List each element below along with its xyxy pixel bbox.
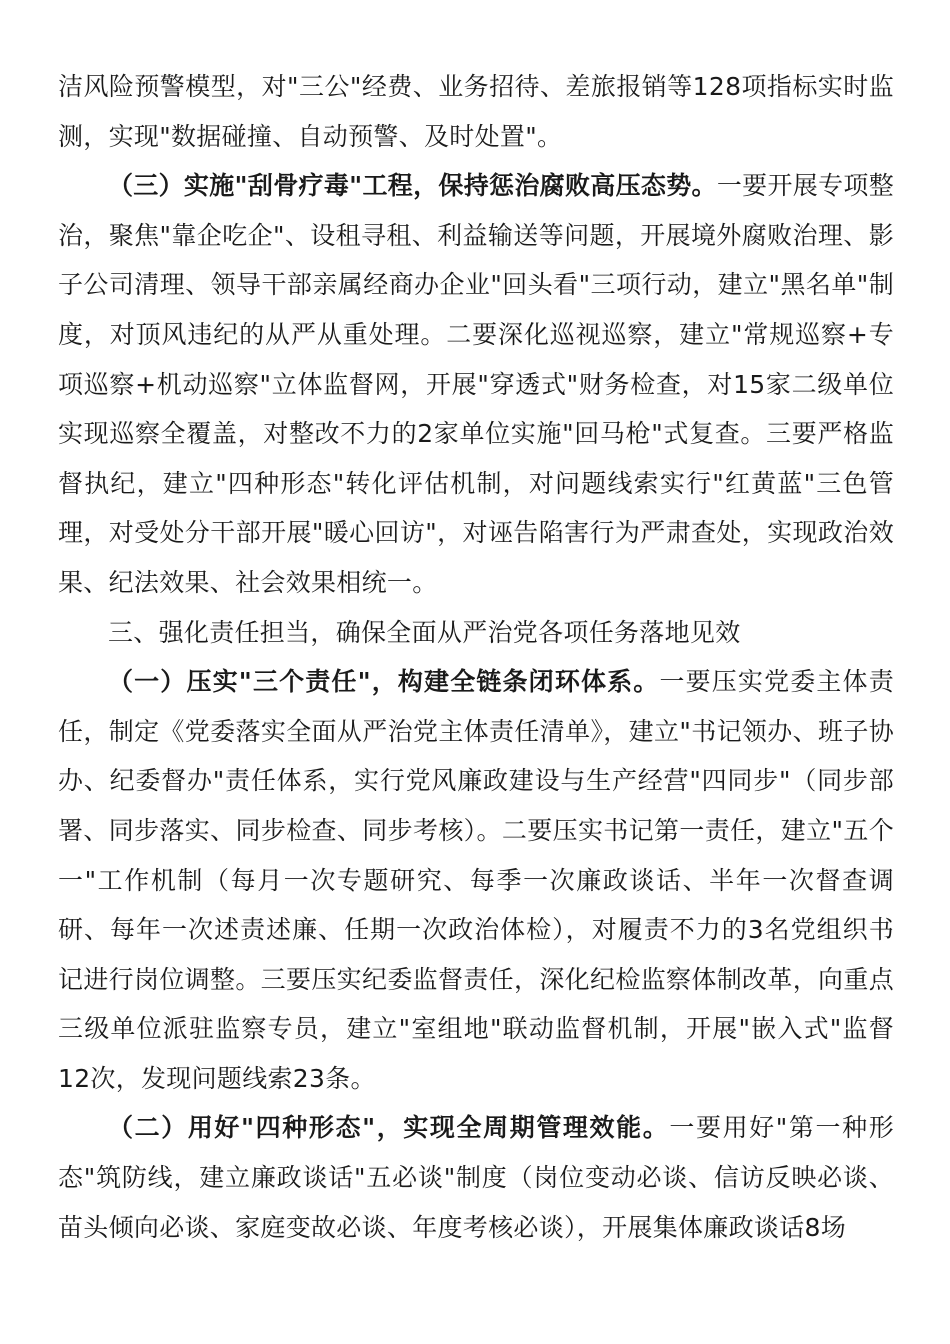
paragraph-body: 一要开展专项整治，聚焦"靠企吃企"、设租寻租、利益输送等问题，开展境外腐败治理、影子公司清理、领导干部亲属经商办企业"回头看"三项行动，建立"黑名单"制度，对顶风违纪的从严从重处理。二要深化巡视巡察，建立"常规巡察+专项巡察+机动巡察"立体监督网，开展"穿透式"财务检查，对15家二级单位实现巡察全覆盖，对整改不力的2家单位实施"回马枪"式复查。三要严格监督执纪，建立"四种形态"转化评估机制，对问题线索实行"红黄蓝"三色管理，对受处分干部开展"暖心回访"，对诬告陷害行为严肃查处，实现政治效果、纪法效果、社会效果相统一。	[58, 171, 894, 597]
paragraph-three-responsibilities	[58, 657, 894, 1103]
paragraph-body: 一要压实党委主体责任，制定《党委落实全面从严治党主体责任清单》，建立"书记领办、班子协办、纪委督办"责任体系，实行党风廉政建设与生产经营"四同步"（同步部署、同步落实、同步检查、同步考核）。二要压实书记第一责任，建立"五个一"工作机制（每月一次专题研究、每季一次廉政谈话、半年一次督查调研、每年一次述责述廉、任期一次政治体检），对履责不力的3名党组织书记进行岗位调整。三要压实纪委监督责任，深化纪检监察体制改革，向重点三级单位派驻监察专员，建立"室组地"联动监督机制，开展"嵌入式"监督12次，发现问题线索23条。	[58, 667, 895, 1093]
paragraph-four-forms	[58, 1103, 894, 1252]
section-heading: 三、强化责任担当，确保全面从严治党各项任务落地见效	[108, 617, 741, 647]
paragraph-scraping-bone-project	[58, 161, 894, 607]
paragraph-title: （三）实施"刮骨疗毒"工程，保持惩治腐败高压态势。	[108, 171, 717, 201]
paragraph-title: （一）压实"三个责任"，构建全链条闭环体系。	[108, 667, 660, 697]
paragraph-body: 一要用好"第一种形态"筑防线，建立廉政谈话"五必谈"制度（岗位变动必谈、信访反映必谈、苗头倾向必谈、家庭变故必谈、年度考核必谈），开展集体廉政谈话8场	[58, 1113, 894, 1242]
paragraph-continued: 洁风险预警模型，对"三公"经费、业务招待、差旅报销等128项指标实时监测，实现"数据碰撞、自动预警、及时处置"。	[58, 72, 894, 151]
document-page	[58, 62, 894, 1252]
paragraph-title: （二）用好"四种形态"，实现全周期管理效能。	[108, 1113, 670, 1143]
